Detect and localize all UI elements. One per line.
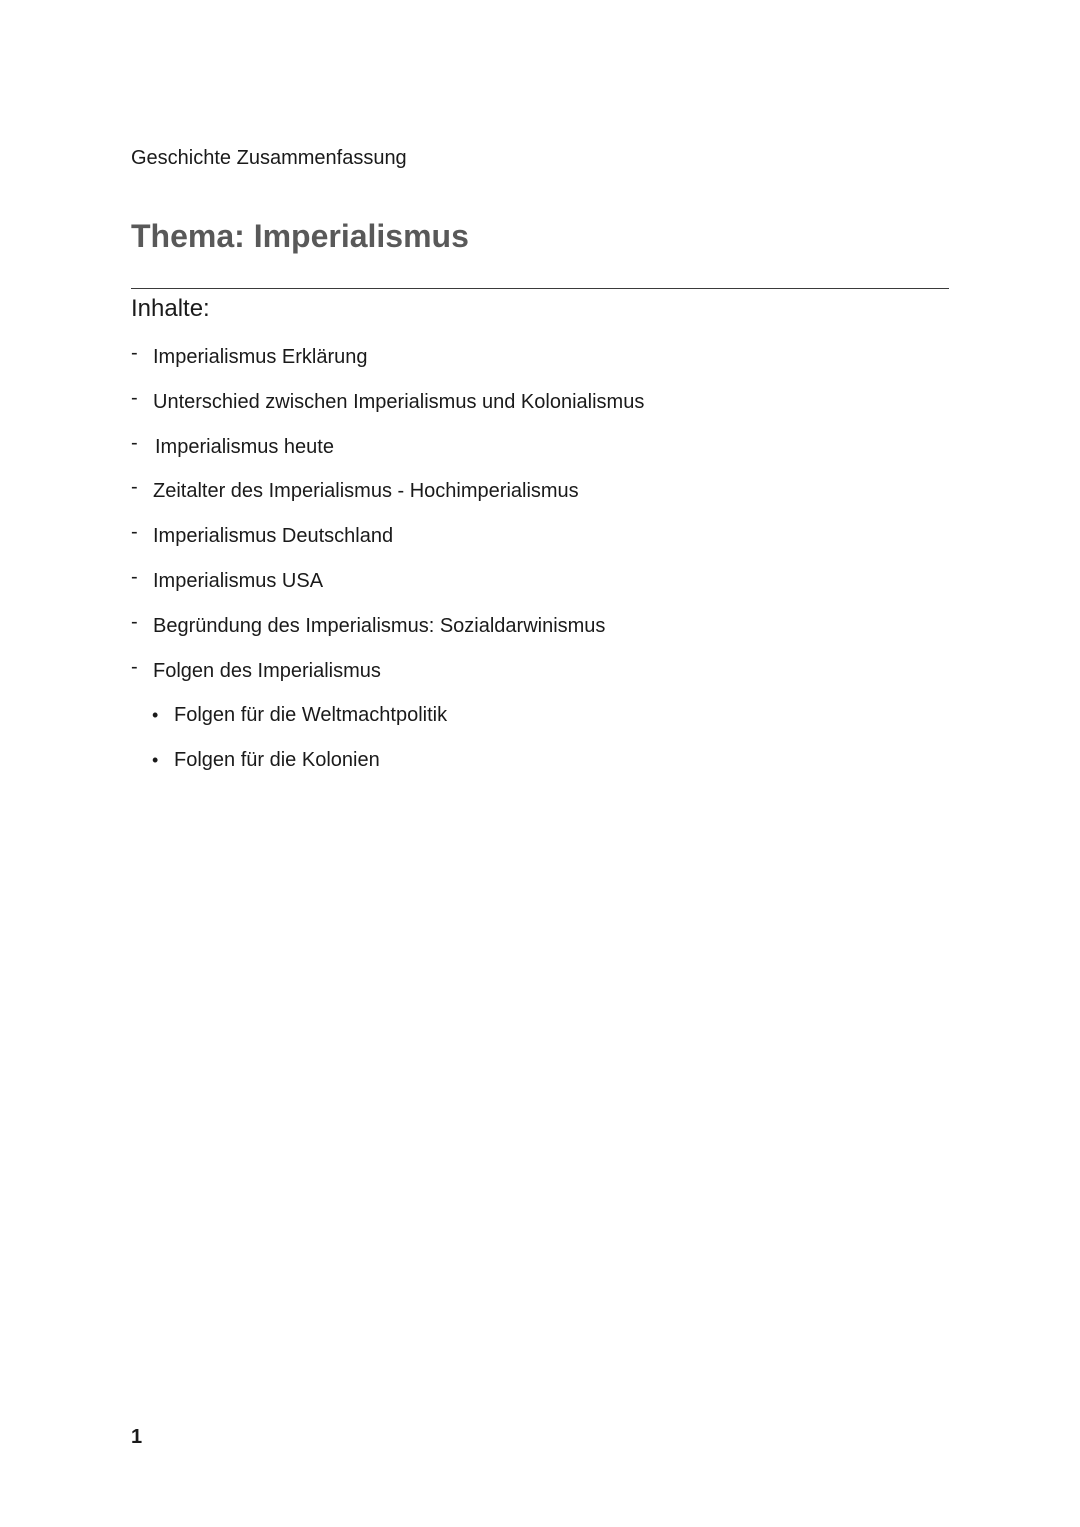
running-header: Geschichte Zusammenfassung: [131, 147, 407, 169]
list-item: [131, 343, 644, 388]
sub-list-item: [131, 701, 644, 746]
bullet-marker: •: [152, 705, 159, 726]
list-item-label: Zeitalter des Imperialismus - Hochimperialismus: [153, 480, 579, 503]
contents-heading: Inhalte:: [131, 295, 210, 322]
dash-marker: -: [131, 342, 138, 364]
list-item-label: Imperialismus Deutschland: [153, 525, 394, 548]
dash-marker: -: [131, 610, 138, 633]
list-item: [131, 433, 644, 478]
sub-list-item-label: Folgen für die Weltmachtpolitik: [174, 704, 448, 727]
list-item: [131, 522, 644, 567]
dash-marker: -: [131, 565, 138, 588]
list-item-label: Imperialismus Erklärung: [153, 346, 368, 368]
list-item: [131, 388, 644, 433]
dash-marker: -: [131, 386, 138, 409]
list-item-label: Unterschied zwischen Imperialismus und Kolonialismus: [153, 390, 645, 413]
list-item-label: Imperialismus USA: [153, 569, 324, 592]
dash-marker: -: [131, 431, 138, 454]
list-item: [131, 612, 644, 657]
list-item-label: Folgen des Imperialismus: [153, 659, 381, 682]
page-number: 1: [131, 1426, 143, 1448]
list-item-label: Begründung des Imperialismus: Sozialdarwinismus: [153, 614, 606, 637]
dash-marker: -: [131, 521, 138, 544]
list-item: [131, 567, 644, 612]
list-item: [131, 657, 644, 702]
list-item-label: Imperialismus heute: [155, 435, 334, 458]
title-divider: [131, 288, 949, 289]
sub-list-item: [131, 746, 644, 791]
page-title: Thema: Imperialismus: [131, 218, 469, 254]
list-item: [131, 477, 644, 522]
contents-list: [131, 343, 644, 791]
sub-list-item-label: Folgen für die Kolonien: [174, 749, 380, 772]
dash-marker: -: [131, 655, 138, 678]
dash-marker: -: [131, 476, 138, 499]
bullet-marker: •: [152, 750, 159, 771]
